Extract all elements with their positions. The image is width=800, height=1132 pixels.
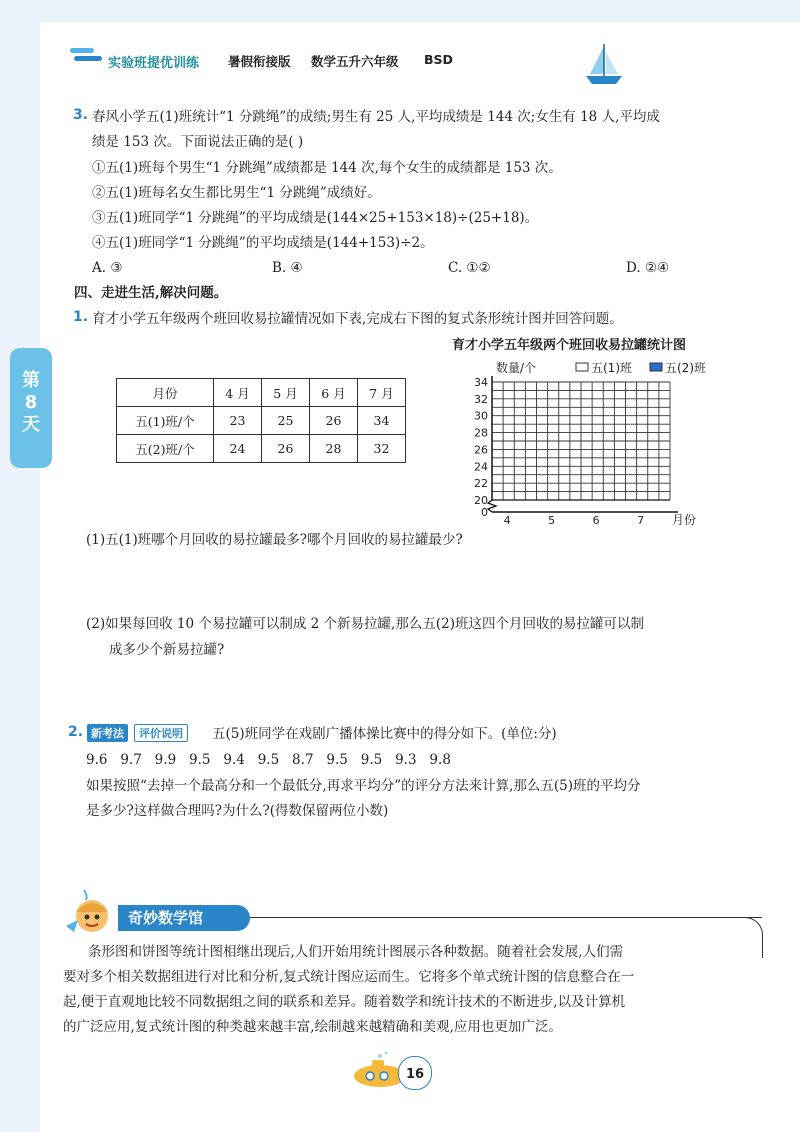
q3-option-a[interactable]: A. ③ (92, 260, 123, 276)
table-cell: 26 (310, 407, 358, 435)
table-row (117, 435, 406, 463)
table-cell: 26 (262, 435, 310, 463)
sailboat-icon (580, 42, 628, 92)
fun-text-line2: 要对多个相关数据组进行对比和分析,复式统计图应运而生。它将多个单式统计图的信息整合在一 (63, 969, 635, 985)
table-cell: 32 (358, 435, 406, 463)
page-number-badge (398, 1056, 432, 1090)
table-cell: 五(1)班/个 (117, 407, 214, 435)
table-cell: 34 (358, 407, 406, 435)
y-tick-label: 28 (474, 426, 488, 440)
table-cell: 28 (310, 435, 358, 463)
fun-text-line1: 条形图和饼图等统计图相继出现后,人们开始用统计图展示各种数据。随着社会发展,人们需 (88, 944, 624, 960)
x-tick-label: 6 (592, 514, 600, 527)
badge-new-exam: 新考法 (87, 724, 128, 742)
fun-text-line3: 起,便于直观地比较不同数据组之间的联系和差异。随着数学和统计技术的不断进步,以及计算机 (63, 994, 626, 1010)
q3-option-c[interactable]: C. ①② (448, 260, 491, 276)
header-edition: 暑假衔接版 (228, 54, 291, 69)
y-tick-label: 34 (474, 376, 488, 389)
legend-label-class2: 五(2)班 (665, 361, 706, 375)
q2-number: 2. (68, 724, 84, 740)
section4-title: 四、走进生活,解决问题。 (74, 285, 228, 301)
fun-banner-title: 奇妙数学馆 (118, 905, 250, 931)
y-tick-label: 32 (474, 392, 488, 406)
legend-label-class1: 五(1)班 (591, 361, 632, 375)
day-tab-line3: 天 (22, 414, 40, 435)
header-series: 实验班提优训练 (108, 56, 200, 71)
fun-banner-divider (250, 917, 762, 918)
q3-statement-2: ②五(1)班每名女生都比男生“1 分跳绳”成绩好。 (92, 185, 381, 201)
table-header-cell: 4 月 (214, 379, 262, 407)
x-tick-label: 4 (503, 514, 511, 527)
y-tick-label: 0 (481, 506, 488, 519)
table-cell: 24 (214, 435, 262, 463)
legend-swatch-class2 (650, 363, 662, 371)
recycling-table (116, 378, 406, 463)
x-axis-label: 月份 (672, 513, 697, 527)
q3-statement-4: ④五(1)班同学“1 分跳绳”的平均成绩是(144+153)÷2。 (92, 235, 434, 251)
y-tick-label: 26 (474, 443, 488, 457)
q3-statement-3: ③五(1)班同学“1 分跳绳”的平均成绩是(144×25+153×18)÷(25+18)。 (92, 210, 539, 226)
table-header-cell: 月份 (117, 379, 214, 407)
x-tick-label: 7 (637, 514, 645, 527)
table-header-cell: 7 月 (358, 379, 406, 407)
header-logo-icon (68, 44, 104, 70)
header-code: BSD (424, 52, 453, 67)
q2-ask-line2: 是多少?这样做合理吗?为什么?(得数保留两位小数) (86, 803, 389, 819)
header-subject: 数学五升六年级 (311, 54, 399, 69)
y-tick-label: 24 (474, 460, 488, 474)
q3-stem-line1: 春风小学五(1)班统计“1 分跳绳”的成绩;男生有 25 人,平均成绩是 144 次;女生有 18 人,平均成 (92, 109, 660, 125)
y-tick-label: 20 (474, 494, 488, 507)
legend-swatch-class1 (576, 363, 588, 371)
fun-text-line4: 的广泛应用,复式统计图的种类越来越丰富,绘制越来越精确和美观,应用也更加广泛。 (63, 1019, 562, 1035)
y-tick-label: 30 (474, 409, 488, 423)
q3-option-b[interactable]: B. ④ (272, 260, 303, 276)
table-cell: 五(2)班/个 (117, 435, 214, 463)
q1-stem: 育才小学五年级两个班回收易拉罐情况如下表,完成右下图的复式条形统计图并回答问题。 (92, 311, 623, 327)
q1-sub1: (1)五(1)班哪个月回收的易拉罐最多?哪个月回收的易拉罐最少? (86, 532, 463, 548)
page-number: 16 (405, 1067, 425, 1082)
badge-evaluation: 评价说明 (134, 724, 188, 742)
table-cell: 23 (214, 407, 262, 435)
day-side-tab (10, 348, 52, 468)
day-tab-line2: 8 (24, 392, 38, 413)
q3-statement-1: ①五(1)班每个男生“1 分跳绳”成绩都是 144 次,每个女生的成绩都是 153 次。 (92, 160, 562, 176)
chart-title: 育才小学五年级两个班回收易拉罐统计图 (452, 338, 687, 353)
q3-number: 3. (73, 107, 89, 123)
axis-break-mark (488, 500, 496, 512)
mascot-icon (64, 886, 124, 946)
table-row (117, 407, 406, 435)
q3-stem-line2: 绩是 153 次。下面说法正确的是( ) (92, 134, 304, 150)
q2-ask-line1: 如果按照“去掉一个最高分和一个最低分,再求平均分”的评分方法来计算,那么五(5)班的平均分 (86, 778, 641, 794)
x-tick-label: 5 (548, 514, 556, 527)
q1-sub2-line2: 成多少个新易拉罐? (109, 642, 225, 658)
q2-stem: 五(5)班同学在戏剧广播体操比赛中的得分如下。(单位:分) (212, 726, 557, 742)
day-tab-line1: 第 (22, 370, 40, 391)
table-header-cell: 6 月 (310, 379, 358, 407)
q3-option-d[interactable]: D. ②④ (626, 260, 670, 276)
recycling-bar-chart[interactable] (440, 352, 740, 527)
y-tick-label: 22 (474, 477, 488, 491)
table-cell: 25 (262, 407, 310, 435)
q2-scores: 9.6 9.7 9.9 9.5 9.4 9.5 8.7 9.5 9.5 9.3 9.8 (86, 752, 451, 768)
q1-number: 1. (73, 309, 89, 325)
y-axis-label: 数量/个 (496, 361, 537, 375)
table-row (117, 379, 406, 407)
table-header-cell: 5 月 (262, 379, 310, 407)
q1-sub2-line1: (2)如果每回收 10 个易拉罐可以制成 2 个新易拉罐,那么五(2)班这四个月回收的易拉罐可以制 (86, 616, 644, 632)
